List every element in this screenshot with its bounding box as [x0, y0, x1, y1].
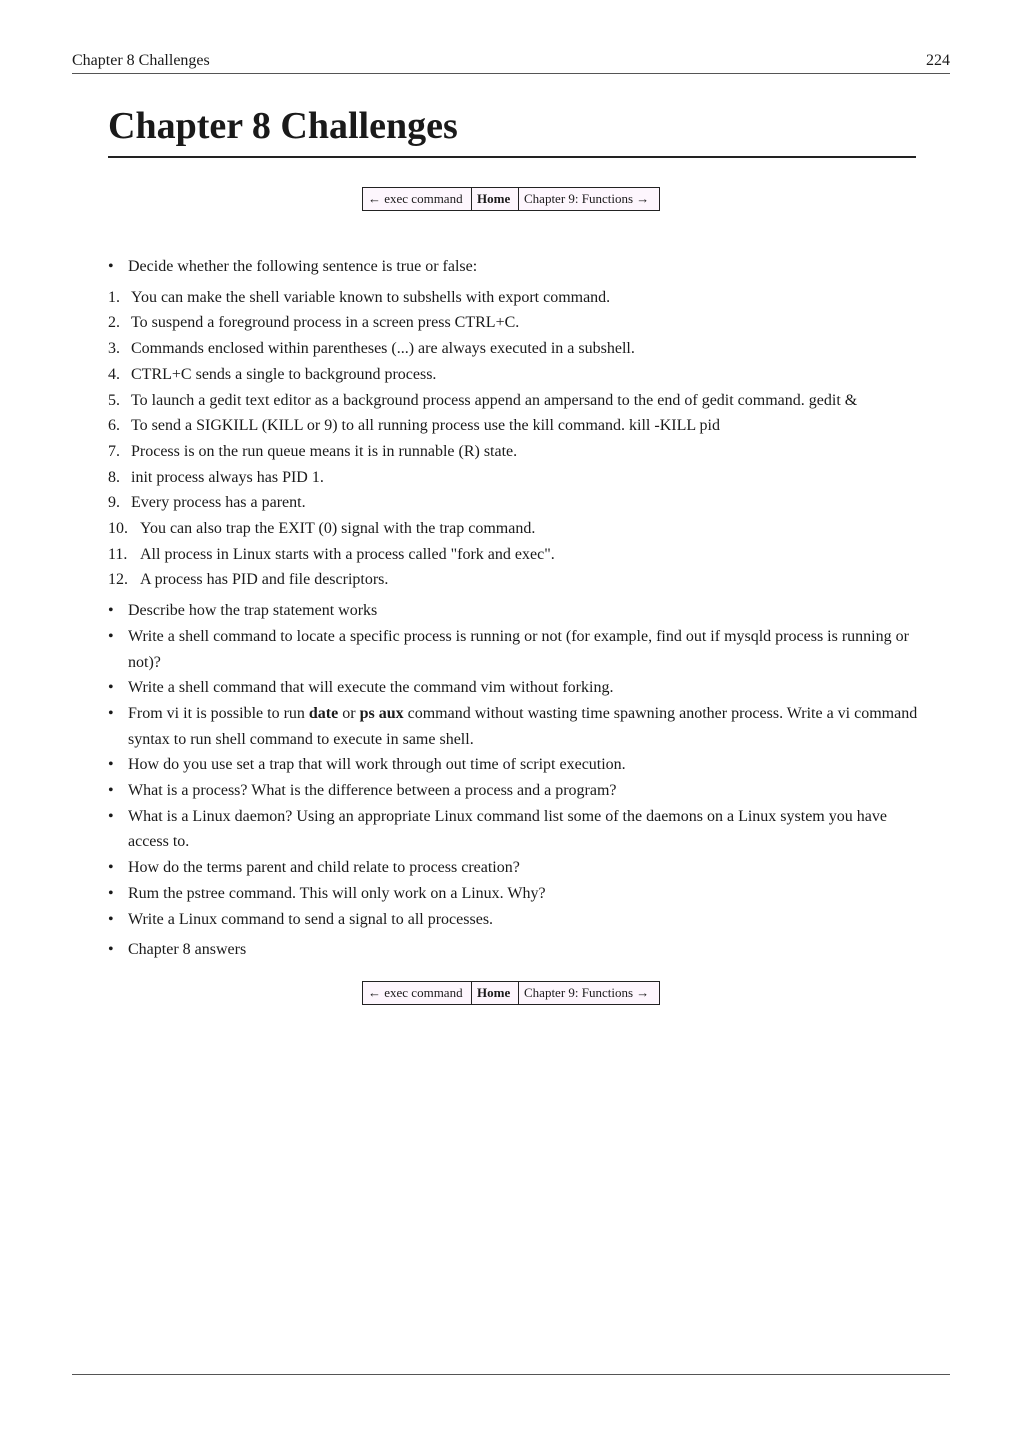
nav-prev-link[interactable]: ← exec command: [363, 188, 472, 211]
question-item: • What is a Linux daemon? Using an appropriate Linux command list some of the daemons on a Linux system you have access to.: [108, 804, 918, 855]
statement-item: 7. Process is on the run queue means it is in runnable (R) state.: [108, 442, 518, 460]
nav-home-link[interactable]: Home: [472, 982, 519, 1005]
intro-item: • Decide whether the following sentence is true or false:: [108, 254, 918, 280]
statement-item: 1. You can make the shell variable known to subshells with export command.: [108, 288, 611, 306]
chapter-nav-top: [362, 187, 660, 211]
true-false-list: [108, 285, 918, 593]
nav-home-link[interactable]: Home: [472, 188, 519, 211]
page-title: Chapter 8 Challenges: [108, 100, 916, 158]
question-item: • From vi it is possible to run date or ps aux command without wasting time spawning another process. Write a vi command syntax to run shell command to execute in same shell.: [108, 701, 918, 752]
running-header: [72, 50, 950, 74]
page-number: 224: [926, 52, 950, 69]
question-item: • Describe how the trap statement works: [108, 598, 918, 624]
nav-next-link[interactable]: Chapter 9: Functions →: [519, 982, 660, 1005]
statement-item: 3. Commands enclosed within parentheses (...) are always executed in a subshell.: [108, 340, 635, 358]
question-item: • How do the terms parent and child relate to process creation?: [108, 855, 918, 881]
statement-item: 4. CTRL+C sends a single to background process.: [108, 365, 437, 383]
answers-list: [108, 937, 918, 963]
chapter-nav-bottom: [362, 981, 660, 1005]
question-item: • Write a Linux command to send a signal to all processes.: [108, 907, 918, 933]
code-date: date: [308, 704, 339, 722]
statement-item: 11. All process in Linux starts with a process called "fork and exec".: [108, 545, 555, 563]
statement-item: 8. init process always has PID 1.: [108, 468, 324, 486]
question-list: [108, 598, 918, 932]
footer-rule: [72, 1374, 950, 1375]
question-item: • How do you use set a trap that will work through out time of script execution.: [108, 752, 918, 778]
code-ps-aux: ps aux: [359, 704, 404, 722]
statement-item: 2. To suspend a foreground process in a screen press CTRL+C.: [108, 314, 520, 332]
statement-item: 10. You can also trap the EXIT (0) signal with the trap command.: [108, 520, 536, 538]
nav-prev-link[interactable]: ← exec command: [363, 982, 472, 1005]
challenge-content: [108, 254, 918, 963]
question-item: • Write a shell command that will execute the command vim without forking.: [108, 675, 918, 701]
statement-item: 5. To launch a gedit text editor as a background process append an ampersand to the end of gedit command. gedit &: [108, 391, 858, 409]
statement-item: 9. Every process has a parent.: [108, 494, 306, 512]
statement-item: 12. A process has PID and file descriptors.: [108, 571, 389, 589]
running-title: Chapter 8 Challenges: [72, 52, 210, 69]
statement-item: 6. To send a SIGKILL (KILL or 9) to all running process use the kill command. kill -KILL pid: [108, 417, 720, 435]
question-item: • Rum the pstree command. This will only work on a Linux. Why?: [108, 881, 918, 907]
answers-link[interactable]: • Chapter 8 answers: [108, 937, 918, 963]
nav-next-link[interactable]: Chapter 9: Functions →: [519, 188, 660, 211]
question-item: • What is a process? What is the difference between a process and a program?: [108, 778, 918, 804]
intro-list: [108, 254, 918, 280]
question-item: • Write a shell command to locate a specific process is running or not (for example, find out if mysqld process is running or not)?: [108, 624, 918, 675]
